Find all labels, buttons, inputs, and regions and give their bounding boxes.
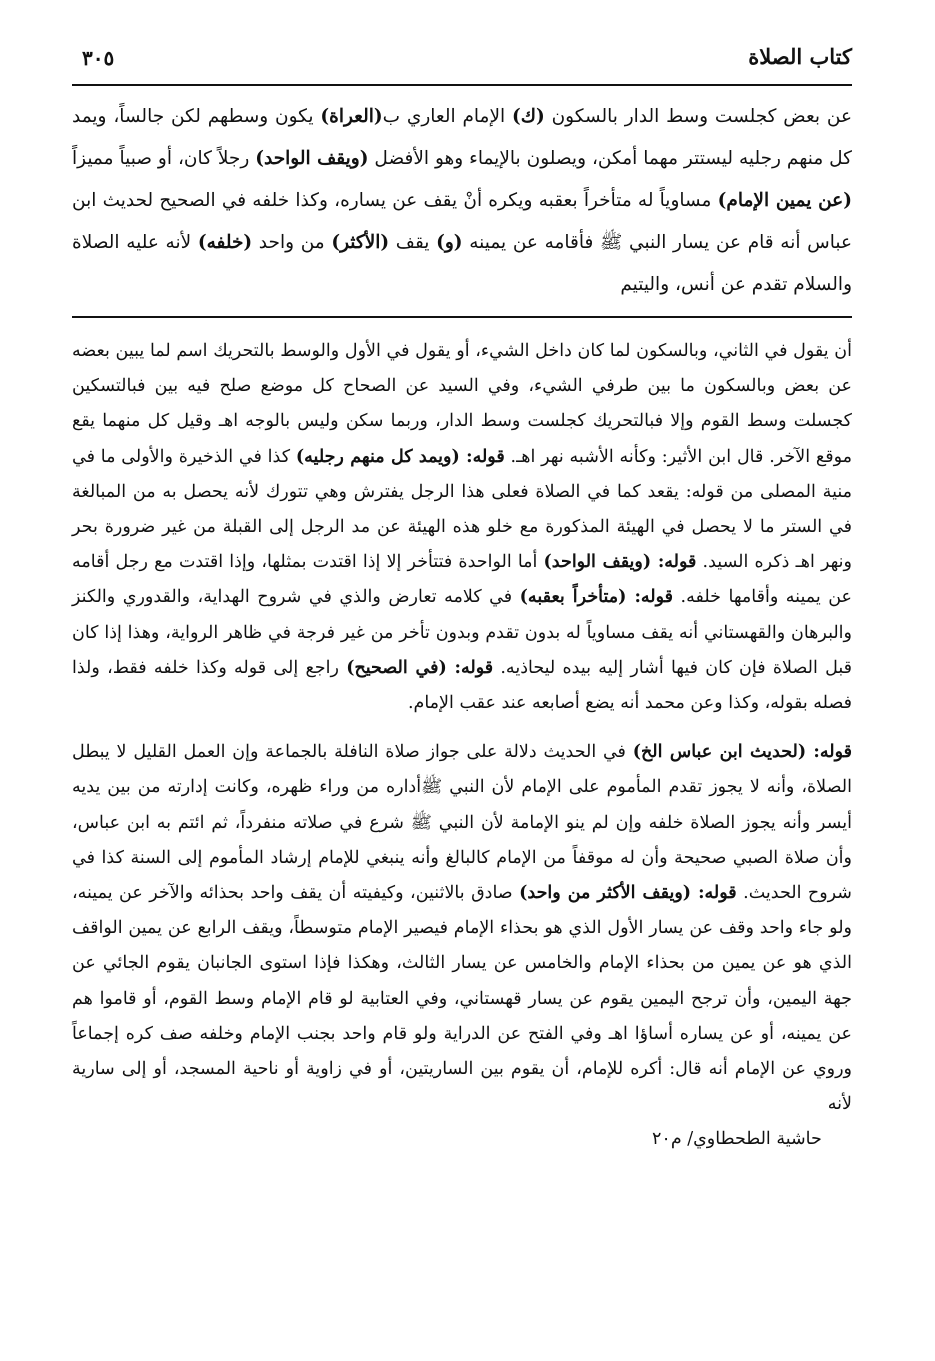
commentary-segment: صادق بالاثنين، وكيفيته أن يقف واحد بحذائه والآخر عن يمينه، ولو جاء واحد وقف عن يسار الأول الذي هو بحذاء الإمام فيصير الإمام متوسطاً، ويقف الرابع عن يمين الواقف الذي هو عن يمين من بحذاء الإمام والخامس عن يسار الثالث، وهكذا فإذا استوى الجانبان يقوم الجائي عن جهة اليمين، وأن ترجح اليمين يقوم عن يسار قهستاني، وفي العتابية لو قام الإمام وسط القوم، أو قاموا هم عن يمينه، أو عن يساره أساؤا اهـ وفي الفتح عن الدراية ولو قام واحد بجنب الإمام وخلفه صف كره إجماعاً وروي عن الإمام أنه قال: أكره للإمام، أن يقوم بين الساريتين، أو في زاوية أو ناحية المسجد، أو إلى سارية لأنه (72, 883, 852, 1115)
main-text-segment: يقف (389, 232, 437, 253)
commentary-segment: راجع إلى قوله وكذا خلفه فقط، ولذا فصله بقوله، وكذا وعن محمد أنه يضع أصابعه عند عقب الإمام. (72, 657, 852, 714)
book-title: كتاب الصلاة (748, 44, 852, 69)
commentary-lemma: قوله: (لحديث ابن عباس الخ) (632, 742, 853, 763)
main-text-segment: لأنه عليه الصلاة والسلام تقدم عن أنس، واليتيم (72, 232, 852, 295)
main-text-segment: الإمام العاري ب (382, 106, 512, 127)
main-text-keyword: (خلفه) (197, 232, 253, 253)
main-text-segment: مساوياً له متأخراً بعقبه ويكره أنْ يقف عن يساره، وكذا خلفه في الصحيح لحديث ابن عباس أنه قام عن يسار النبي ﷺ فأقامه عن يمينه (72, 190, 853, 253)
volume-signature (72, 1122, 852, 1156)
main-text-keyword: (ويقف الواحد) (255, 148, 369, 169)
commentary-segment: أن يقول في الثاني، وبالسكون لما كان داخل الشيء، أو يقول في الأول والوسط بالتحريك اسم لما يبين بعضه عن بعض وبالسكون ما بين طرفي الشيء، وفي السيد عن الصحاح كل موضع صلح فيه بين فبالتسكين كجسلت وسط القوم وإلا فبالتحريك كجلست وسط الدار، وربما سكن وليس بالوجه اهـ وقيل كل منهما يقع موقع الآخر. قال ابن الأثير: وكأنه الأشبه نهر اهـ. (72, 341, 852, 467)
commentary (72, 334, 852, 1122)
running-head (72, 40, 852, 84)
commentary-lemma: قوله: (في الصحيح) (346, 657, 494, 678)
main-text-segment: رجلاً كان، أو صبياً مميزاً (72, 148, 256, 169)
top-rule (72, 84, 852, 86)
main-text-keyword: (عن يمين الإمام) (717, 190, 852, 211)
commentary-paragraph-2 (72, 735, 852, 1122)
page-number: ٣٠٥ (82, 46, 115, 70)
commentary-paragraph-1 (72, 334, 852, 721)
main-text-segment: يكون وسطهم لكن جالساً، ويمد كل منهم رجليه ليستتر مهما أمكن، ويصلون بالإيماء وهو الأفضل (72, 106, 852, 169)
page (72, 40, 852, 1156)
signature-text: حاشية الطحطاوي/ م٢٠ (652, 1129, 822, 1150)
commentary-segment: في الحديث دلالة على جواز صلاة النافلة بالجماعة وإن العمل القليل لا يبطل الصلاة، وأنه لا يجوز تقدم المأموم على الإمام لأن النبي ﷺأداره من وراء ظهره، وكانت إدارته من بين يديه أيسر وأنه يجوز الصلاة خلفه وإن لم ينو الإمامة لأن النبي ﷺ شرع في صلاته منفرداً، ثم ائتم به ابن عباس، وأن صلاة الصبي صحيحة وأن له موقفاً من الإمام كالبالغ وأنه ينبغي للإمام إرشاد المأموم إلى السنة كذا في شروح الحديث. (72, 742, 852, 904)
commentary-lemma: قوله: (ويقف الواحد) (543, 552, 697, 573)
commentary-lemma: قوله: (ويمد كل منهم رجليه) (295, 446, 505, 467)
commentary-separator (72, 316, 852, 318)
main-text (72, 96, 852, 306)
main-text-segment: عن بعض كجلست وسط الدار بالسكون (544, 106, 852, 127)
main-text-keyword: (العراة) (320, 106, 383, 127)
main-text-keyword: (الأكثر) (331, 232, 390, 253)
main-text-keyword: (ك) (511, 106, 545, 127)
commentary-segment: في كلامه تعارض والذي في شروح الهداية، والقدوري والكنز والبرهان والقهستاني أنه يقف مساوياً له بدون تقدم وبدون تأخر من غير فرجة في ظاهر الرواية، وهذا إذا كان قبل الصلاة فإن كان فيها أشار إليه بيده ليحاذيه. (72, 587, 852, 678)
main-text-segment: من واحد (252, 232, 332, 253)
commentary-lemma: قوله: (ويقف الأكثر من واحد) (519, 883, 737, 904)
commentary-segment: أما الواحدة فتتأخر إلا إذا اقتدت بمثلها، وإذا اقتدت مع رجل أقامه عن يمينه وأقامها خلفه. (72, 552, 852, 608)
commentary-segment: كذا في الذخيرة والأولى ما في منية المصلى من قوله: يقعد كما في الصلاة فعلى هذا الرجل يفترش وهي تتورك لأنه يحصل به من المبالغة في الستر ما لا يحصل في الهيئة المذكورة مع خلو هذه الهيئة عن مد الرجل إلى القبلة من غير ضرورة بحر ونهر اهـ ذكره السيد. (72, 446, 853, 573)
commentary-lemma: قوله: (متأخراً بعقبه) (519, 587, 674, 608)
main-text-keyword: (و) (436, 232, 463, 253)
